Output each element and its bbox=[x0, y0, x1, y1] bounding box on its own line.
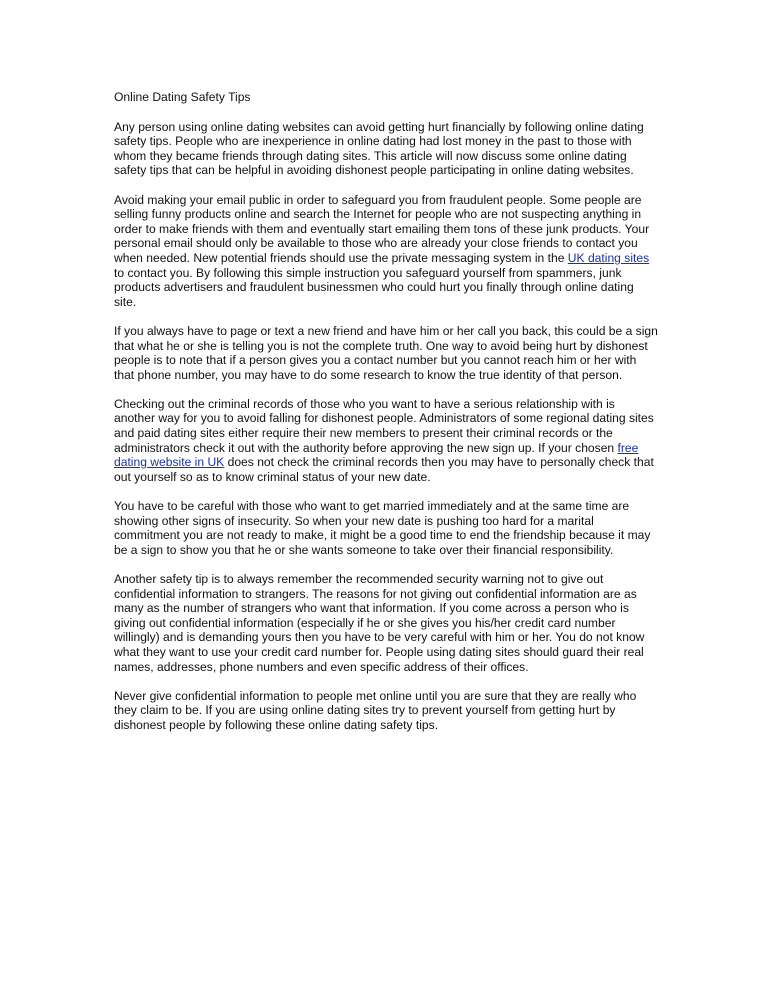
document-page bbox=[114, 90, 659, 747]
paragraph-intro: Any person using online dating websites can avoid getting hurt financially by following online dating safety tips. People who are inexperience in online dating had lost money in the past to those with whom they became friends through dating sites. This article will now discuss some online dating safety tips that can be helpful in avoiding dishonest people participating in online dating websites. bbox=[114, 119, 644, 178]
free-dating-website-uk-link[interactable]: free dating website in UK bbox=[114, 440, 639, 470]
paragraph-confidential-info: Another safety tip is to always remember the recommended security warning not to give out confidential information to strangers. The reasons for not giving out confidential information are as many as the number of strangers who want that information. If you come across a person who is giving out confidential information (especially if he or she gives you his/her credit card number willingly) and is demanding yours then you have to be very careful with him or her. You do not know what they want to use your credit card number for. People using dating sites should guard their real names, addresses, phone numbers and even specific address of their offices. bbox=[114, 572, 645, 674]
uk-dating-sites-link[interactable]: UK dating sites bbox=[567, 250, 650, 265]
paragraph-text: Checking out the criminal records of those who you want to have a serious relationship with is another way for you to avoid falling for dishonest people. Administrators of some regional dating sites and paid dating sites either require their new members to present their criminal records or the administrators check it out with the authority before approving the new sign up. If your chosen bbox=[114, 396, 654, 455]
paragraph-marriage-caution: You have to be careful with those who want to get married immediately and at the same time are showing other signs of insecurity. So when your new date is pushing too hard for a marital commitment you are not ready to make, it might be a good time to end the friendship because it may be a sign to show you that he or she wants someone to take over their financial responsibility. bbox=[114, 499, 651, 557]
paragraph-conclusion: Never give confidential information to people met online until you are sure that they are really who they claim to be. If you are using online dating sites try to prevent yourself from getting hurt by dishonest people by following these online dating safety tips. bbox=[114, 688, 637, 732]
paragraph-phone-contact: If you always have to page or text a new friend and have him or her call you back, this could be a sign that what he or she is telling you is not the complete truth. One way to avoid being hurt by dishonest people is to note that if a person gives you a contact number but you cannot reach him or her with that phone number, you may have to do some research to know the true identity of that person. bbox=[114, 323, 658, 382]
paragraph-criminal-records bbox=[114, 397, 659, 485]
paragraph-text: Avoid making your email public in order to safeguard you from fraudulent people. Some people are selling funny products online and search the Internet for people who are not suspecting anything in order to make friends with them and eventually start emailing them tons of these junk products. Your personal email should only be available to those who are already your close friends to contact you when needed. New potential friends should use the private messaging system in the bbox=[114, 192, 650, 265]
paragraph-email-safety bbox=[114, 193, 659, 310]
document-title: Online Dating Safety Tips bbox=[114, 90, 251, 104]
paragraph-text: does not check the criminal records then you may have to personally check that out yourself so as to know criminal status of your new date. bbox=[114, 455, 654, 484]
paragraph-text: to contact you. By following this simple instruction you safeguard yourself from spammers, junk products advertisers and fraudulent businessmen who could hurt you finally through online dating site. bbox=[114, 265, 634, 309]
